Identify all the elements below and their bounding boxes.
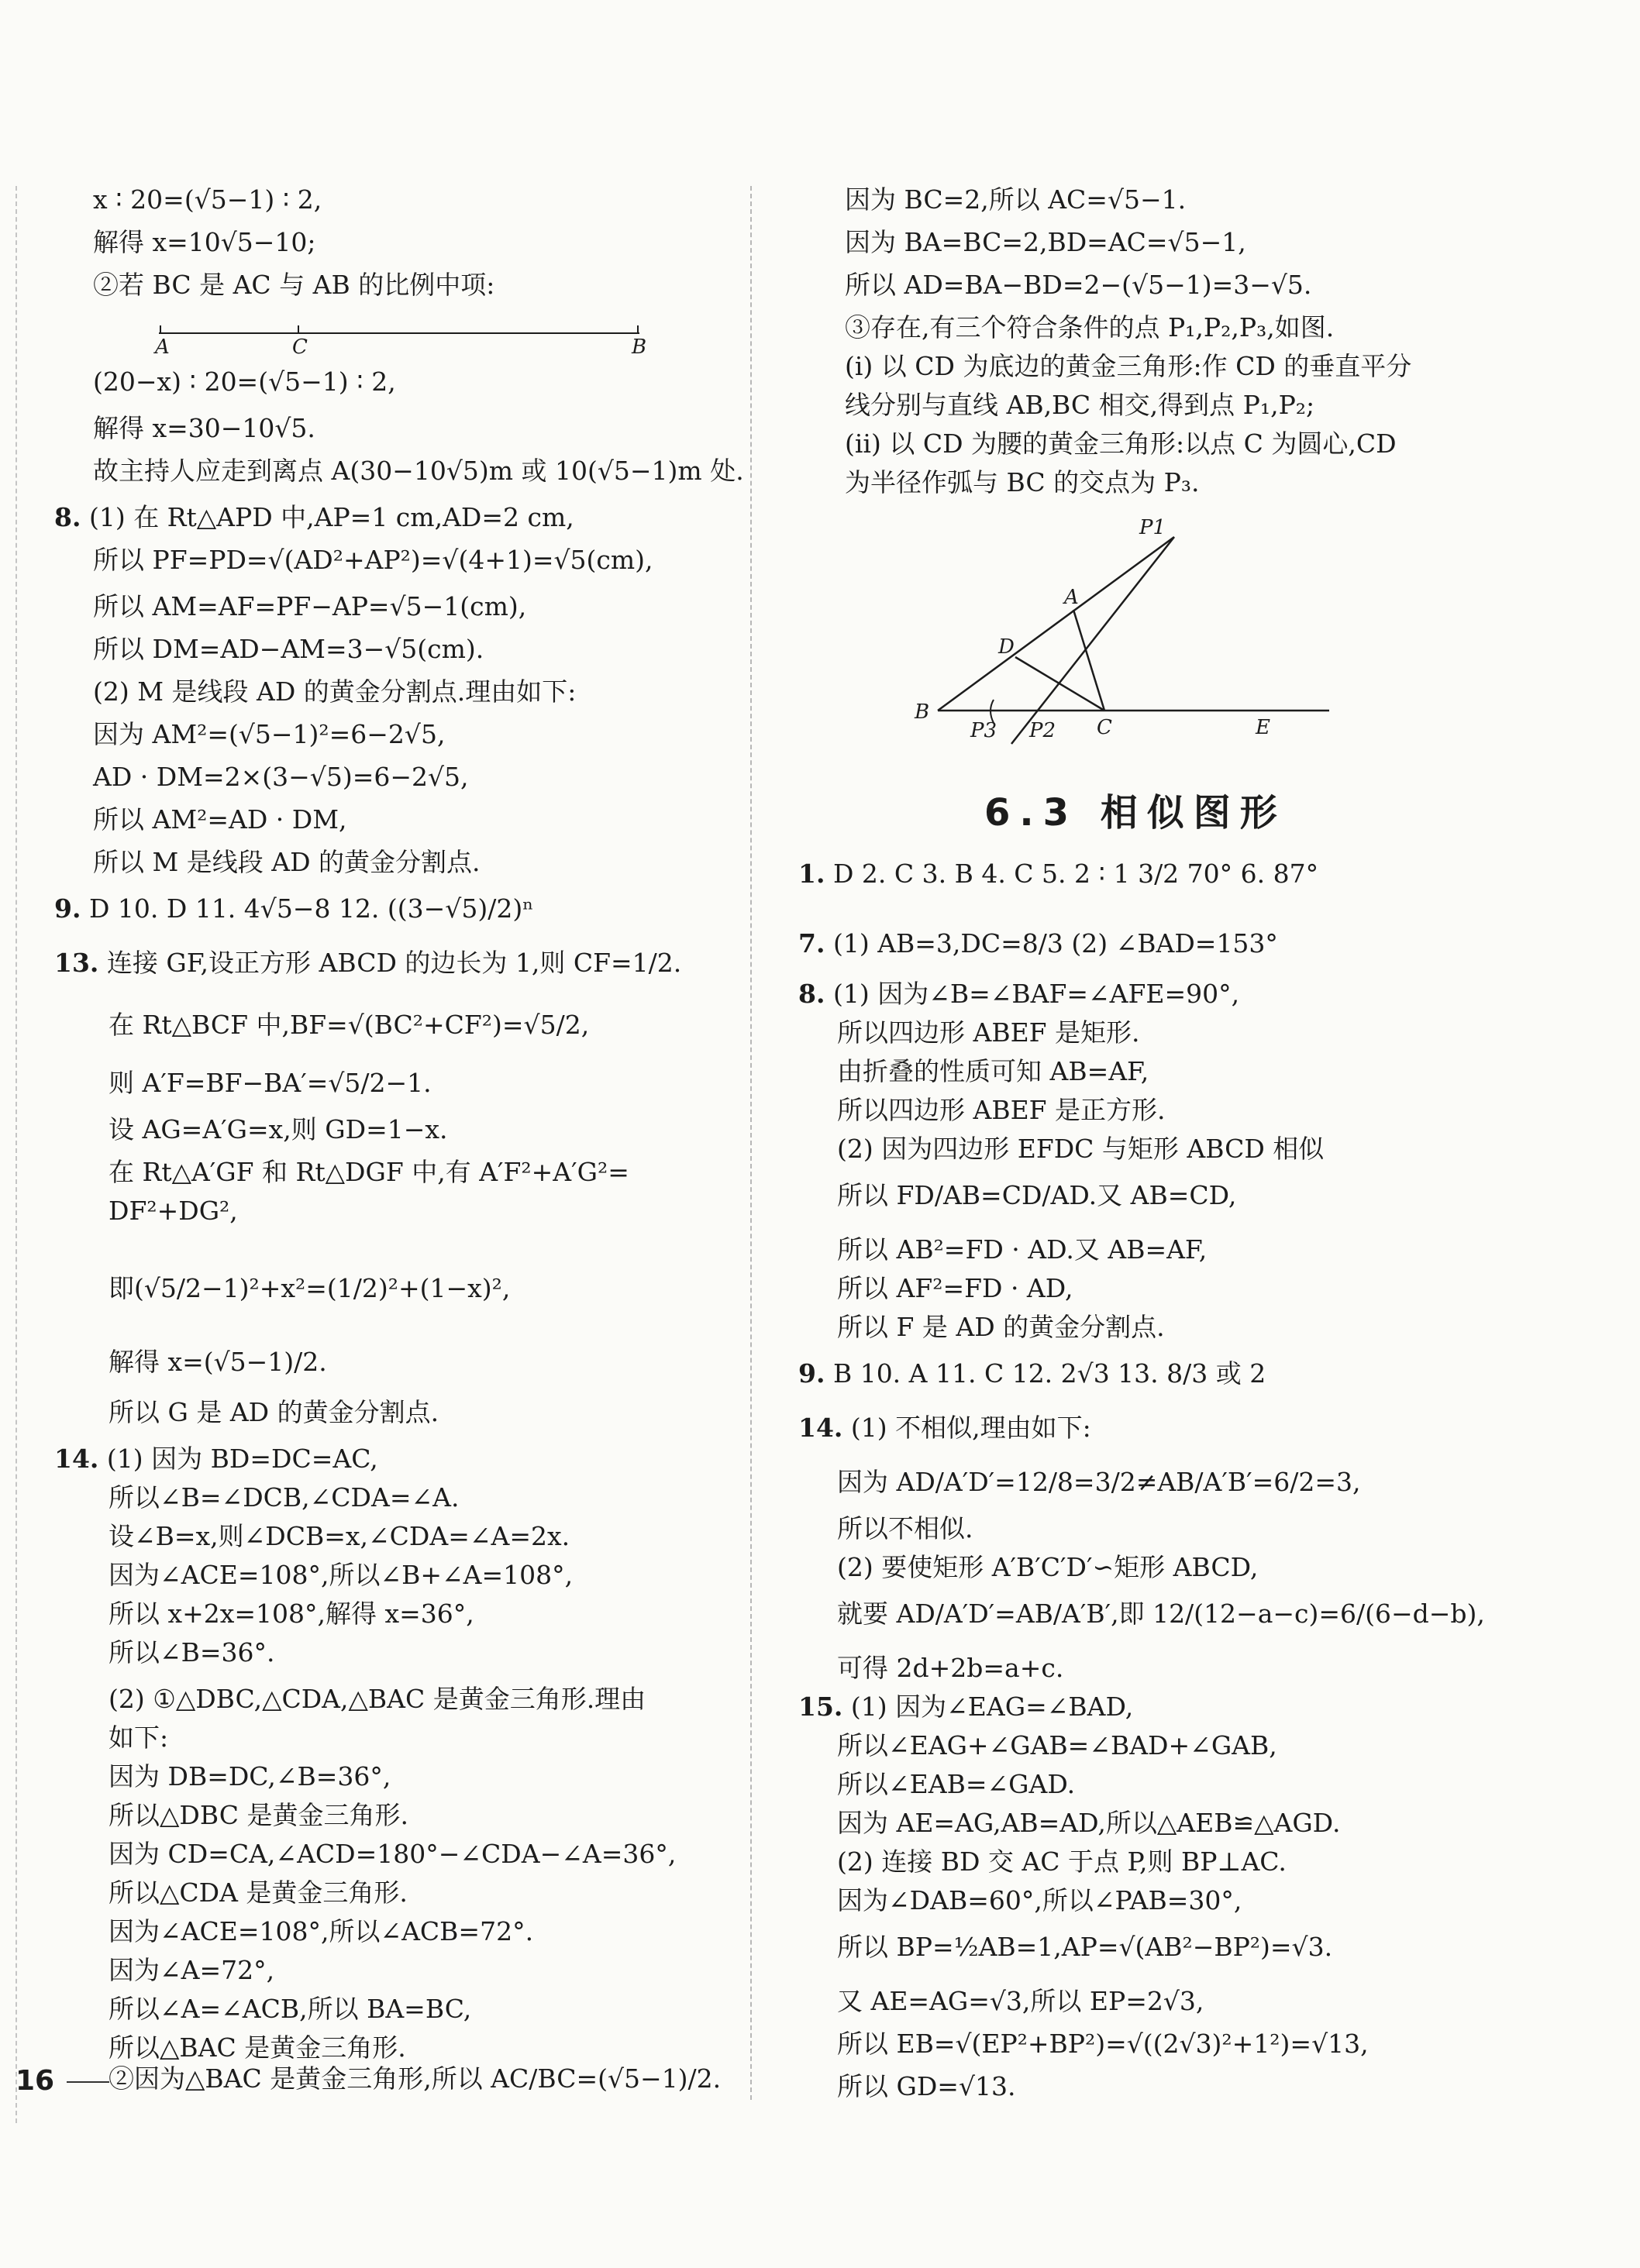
left-line — [109, 1720, 168, 1756]
answer-text: 所以 BP=½AB=1,AP=√(AB²−BP²)=√3. — [837, 1932, 1333, 1962]
answer-text: 可得 2d+2b=a+c. — [837, 1653, 1064, 1683]
right-line — [837, 1984, 1204, 2019]
right-line — [837, 1929, 1332, 1965]
right-line — [837, 2026, 1369, 2062]
right-line — [845, 310, 1334, 346]
left-line — [109, 1596, 474, 1632]
label-e: E — [1256, 716, 1270, 739]
right-line — [837, 1464, 1361, 1500]
left-line — [109, 1953, 274, 1988]
left-line — [109, 1836, 676, 1872]
answer-text: 由折叠的性质可知 AB=AF, — [837, 1056, 1149, 1086]
left-line — [93, 845, 481, 880]
left-line — [109, 1875, 408, 1911]
left-line — [109, 1112, 447, 1148]
left-line — [109, 1759, 391, 1795]
answer-text: 因为 CD=CA,∠ACD=180°−∠CDA−∠A=36°, — [109, 1839, 677, 1869]
right-line — [837, 1093, 1166, 1128]
answer-text: 所以∠EAB=∠GAD. — [837, 1769, 1076, 1799]
left-line — [109, 1007, 589, 1043]
answer-text: 所以∠B=36°. — [109, 1637, 275, 1667]
answer-text: 因为 DB=DC,∠B=36°, — [109, 1761, 391, 1791]
left-line — [109, 1557, 573, 1593]
left-line — [93, 411, 315, 446]
binding-margin-line — [16, 186, 17, 2123]
answer-text: (2) 因为四边形 EFDC 与矩形 ABCD 相似 — [837, 1134, 1325, 1164]
answer-text: 所以 DM=AD−AM=3−√5(cm). — [93, 634, 484, 664]
right-line — [798, 856, 1318, 892]
left-line — [54, 891, 533, 927]
answer-text: (1) 在 Rt△APD 中,AP=1 cm,AD=2 cm, — [88, 502, 574, 532]
answer-text: 因为∠ACE=108°,所以∠B+∠A=108°, — [109, 1560, 574, 1590]
left-line — [93, 632, 484, 667]
answer-text: 因为∠ACE=108°,所以∠ACB=72°. — [109, 1916, 534, 1946]
answer-text: 所以 M 是线段 AD 的黄金分割点. — [93, 847, 481, 877]
label-c: C — [1097, 716, 1112, 739]
right-line — [845, 387, 1314, 423]
answer-text: AD · DM=2×(3−√5)=6−2√5, — [93, 762, 469, 792]
answer-text: 所以不相似. — [837, 1513, 973, 1544]
right-line — [837, 1596, 1485, 1632]
left-line — [109, 1193, 238, 1229]
answer-text: 所以△BAC 是黄金三角形. — [109, 2032, 406, 2063]
answer-text: ③存在,有三个符合条件的点 P₁,P₂,P₃,如图. — [845, 312, 1335, 342]
right-line — [845, 182, 1186, 218]
left-line — [93, 802, 347, 838]
answer-text: (2) ①△DBC,△CDA,△BAC 是黄金三角形.理由 — [109, 1684, 646, 1714]
answer-text: (2) 要使矩形 A′B′C′D′∽矩形 ABCD, — [837, 1552, 1259, 1582]
answer-text: 因为∠DAB=60°,所以∠PAB=30°, — [837, 1885, 1242, 1915]
answer-text: 所以 G 是 AD 的黄金分割点. — [109, 1397, 439, 1427]
left-line — [54, 500, 574, 535]
answer-text: 因为 AD/A′D′=12/8=3/2≠AB/A′B′=6/2=3, — [837, 1467, 1361, 1497]
answer-text: 故主持人应走到离点 A(30−10√5)m 或 10(√5−1)m 处. — [93, 456, 744, 486]
left-line — [93, 225, 316, 260]
right-line — [845, 225, 1246, 260]
question-number: 14. — [798, 1413, 843, 1443]
answer-text: 就要 AD/A′D′=AB/A′B′,即 12/(12−a−c)=6/(6−d−b), — [837, 1599, 1485, 1629]
question-number: 9. — [54, 893, 81, 924]
answer-text: 所以△CDA 是黄金三角形. — [109, 1877, 408, 1908]
answer-text: DF²+DG², — [109, 1196, 238, 1226]
question-number: 1. — [798, 859, 825, 889]
right-line — [837, 1178, 1236, 1213]
left-line — [93, 542, 653, 578]
column-divider — [750, 186, 752, 2100]
answer-text: 因为 BC=2,所以 AC=√5−1. — [845, 184, 1187, 215]
answer-text: 因为 AE=AG,AB=AD,所以△AEB≌△AGD. — [837, 1808, 1341, 1838]
answer-text: (1) 不相似,理由如下: — [850, 1413, 1091, 1443]
label-a: A — [155, 336, 170, 356]
right-line — [837, 2069, 1015, 2105]
left-line — [93, 674, 576, 710]
left-line — [109, 2061, 721, 2097]
label-b: B — [915, 700, 930, 724]
right-line — [845, 267, 1311, 303]
right-line — [837, 1131, 1324, 1167]
question-number: 13. — [54, 948, 99, 978]
answer-text: 所以 x+2x=108°,解得 x=36°, — [109, 1599, 474, 1629]
right-line — [837, 1883, 1242, 1919]
left-line — [109, 1480, 459, 1516]
right-line — [837, 1054, 1149, 1089]
right-line — [837, 1767, 1075, 1802]
answer-text: 在 Rt△A′GF 和 Rt△DGF 中,有 A′F²+A′G²= — [109, 1157, 629, 1187]
left-line — [109, 1991, 471, 2027]
answer-text: (2) M 是线段 AD 的黄金分割点.理由如下: — [93, 676, 577, 707]
answer-text: 所以 AM=AF=PF−AP=√5−1(cm), — [93, 591, 527, 621]
left-line — [109, 1155, 629, 1190]
answer-text: 所以 PF=PD=√(AD²+AP²)=√(4+1)=√5(cm), — [93, 545, 653, 575]
right-line — [837, 1232, 1207, 1268]
right-line — [845, 465, 1200, 501]
answer-text: 解得 x=30−10√5. — [93, 413, 315, 443]
answer-text: D 10. D 11. 4√5−8 12. ((3−√5)/2)ⁿ — [88, 893, 534, 924]
left-line — [109, 1065, 432, 1101]
answer-text: 设∠B=x,则∠DCB=x,∠CDA=∠A=2x. — [109, 1521, 570, 1551]
label-a: A — [1064, 586, 1079, 609]
label-b: B — [632, 336, 647, 356]
question-number: 9. — [798, 1358, 825, 1389]
answer-text: x ∶ 20=(√5−1) ∶ 2, — [93, 184, 322, 215]
right-line — [837, 1844, 1287, 1880]
answer-text: ②若 BC 是 AC 与 AB 的比例中项: — [93, 270, 495, 300]
left-line — [109, 1519, 570, 1554]
label-d: D — [998, 635, 1015, 659]
right-line — [837, 1550, 1258, 1585]
left-line — [93, 267, 494, 303]
answer-text: 所以 AM²=AD · DM, — [93, 804, 347, 835]
answer-text: (ii) 以 CD 为腰的黄金三角形:以点 C 为圆心,CD — [845, 428, 1397, 459]
answer-text: 连接 GF,设正方形 ABCD 的边长为 1,则 CF=1/2. — [106, 948, 682, 978]
question-number: 7. — [798, 928, 825, 958]
right-line — [837, 1271, 1073, 1306]
left-line — [93, 759, 469, 795]
answer-text: ②因为△BAC 是黄金三角形,所以 AC/BC=(√5−1)/2. — [109, 2063, 722, 2094]
answer-text: 设 AG=A′G=x,则 GD=1−x. — [109, 1114, 448, 1144]
answer-text: 所以 AF²=FD · AD, — [837, 1273, 1073, 1303]
answer-text: B 10. A 11. C 12. 2√3 13. 8/3 或 2 — [832, 1358, 1266, 1389]
line-p1p2 — [1011, 537, 1174, 744]
right-line — [845, 349, 1411, 384]
left-line — [109, 1798, 408, 1833]
answer-text: (2) 连接 BD 交 AC 于点 P,则 BP⊥AC. — [837, 1846, 1287, 1877]
question-number: 8. — [54, 502, 81, 532]
answer-text: D 2. C 3. B 4. C 5. 2 ∶ 1 3/2 70° 6. 87° — [832, 859, 1319, 889]
right-line — [837, 1015, 1140, 1051]
answer-text: 所以 FD/AB=CD/AD.又 AB=CD, — [837, 1180, 1237, 1210]
left-line — [109, 1635, 275, 1671]
answer-text: 在 Rt△BCF 中,BF=√(BC²+CF²)=√5/2, — [109, 1010, 590, 1040]
left-line — [93, 182, 322, 218]
line-bp1 — [938, 537, 1174, 711]
answer-text: 则 A′F=BF−BA′=√5/2−1. — [109, 1068, 432, 1098]
answer-text: 所以∠A=∠ACB,所以 BA=BC, — [109, 1994, 472, 2024]
answer-text: 所以 AB²=FD · AD.又 AB=AF, — [837, 1234, 1208, 1265]
right-line — [798, 926, 1278, 962]
right-line — [837, 1728, 1277, 1764]
answer-text: 所以四边形 ABEF 是正方形. — [837, 1095, 1166, 1125]
answer-text: (i) 以 CD 为底边的黄金三角形:作 CD 的垂直平分 — [845, 351, 1412, 381]
page-number: 16 — [16, 2065, 109, 2097]
segment-figure — [151, 310, 655, 356]
answer-text: 所以∠B=∠DCB,∠CDA=∠A. — [109, 1482, 460, 1513]
section-title: 6.3 相似图形 — [984, 791, 1287, 835]
right-line — [837, 1650, 1063, 1686]
label-c: C — [292, 336, 308, 356]
left-line — [109, 1395, 439, 1430]
answer-text: 所以∠EAG+∠GAB=∠BAD+∠GAB, — [837, 1730, 1277, 1760]
answer-text: 所以 F 是 AD 的黄金分割点. — [837, 1312, 1165, 1342]
right-line — [837, 1310, 1165, 1345]
right-line — [845, 426, 1397, 462]
answer-text: 线分别与直线 AB,BC 相交,得到点 P₁,P₂; — [845, 390, 1315, 420]
right-line — [798, 1410, 1091, 1446]
answer-text: (1) 因为∠EAG=∠BAD, — [850, 1692, 1134, 1722]
answer-text: 因为 BA=BC=2,BD=AC=√5−1, — [845, 227, 1246, 257]
golden-triangle-figure — [907, 508, 1341, 752]
answer-text: 又 AE=AG=√3,所以 EP=2√3, — [837, 1986, 1204, 2016]
answer-text: 所以 GD=√13. — [837, 2071, 1016, 2101]
answer-text: 解得 x=(√5−1)/2. — [109, 1347, 327, 1377]
right-line — [837, 1511, 973, 1547]
answer-text: 所以四边形 ABEF 是矩形. — [837, 1017, 1140, 1048]
answer-text: 解得 x=10√5−10; — [93, 227, 316, 257]
left-line — [54, 945, 681, 981]
question-number: 14. — [54, 1444, 99, 1474]
question-number: 8. — [798, 979, 825, 1009]
left-line — [93, 453, 744, 489]
right-line — [837, 1805, 1340, 1841]
left-line — [54, 1441, 378, 1477]
answer-text: 所以△DBC 是黄金三角形. — [109, 1800, 408, 1830]
left-line — [93, 364, 396, 400]
right-line — [798, 1356, 1266, 1392]
answer-text: (1) 因为 BD=DC=AC, — [106, 1444, 378, 1474]
label-p2: P2 — [1029, 719, 1056, 742]
answer-text: 因为 AM²=(√5−1)²=6−2√5, — [93, 719, 446, 749]
label-p3: P3 — [970, 719, 997, 742]
answer-text: (1) AB=3,DC=8/3 (2) ∠BAD=153° — [832, 928, 1278, 958]
left-line — [109, 1344, 327, 1380]
left-line — [109, 1271, 510, 1306]
question-number: 15. — [798, 1692, 843, 1722]
right-line — [798, 1689, 1133, 1725]
left-line — [109, 1914, 533, 1950]
right-line — [798, 976, 1239, 1012]
answer-text: (20−x) ∶ 20=(√5−1) ∶ 2, — [93, 367, 396, 397]
label-p1: P1 — [1139, 516, 1166, 539]
answer-text: 为半径作弧与 BC 的交点为 P₃. — [845, 467, 1200, 497]
left-line — [93, 589, 526, 625]
answer-text: 因为∠A=72°, — [109, 1955, 275, 1985]
left-line — [93, 717, 445, 752]
answer-text: 所以 EB=√(EP²+BP²)=√((2√3)²+1²)=√13, — [837, 2029, 1369, 2059]
left-line — [109, 1681, 646, 1717]
answer-text: 所以 AD=BA−BD=2−(√5−1)=3−√5. — [845, 270, 1312, 300]
answer-text: 即(√5/2−1)²+x²=(1/2)²+(1−x)², — [109, 1273, 511, 1303]
answer-text: (1) 因为∠B=∠BAF=∠AFE=90°, — [832, 979, 1240, 1009]
answer-text: 如下: — [109, 1723, 169, 1753]
